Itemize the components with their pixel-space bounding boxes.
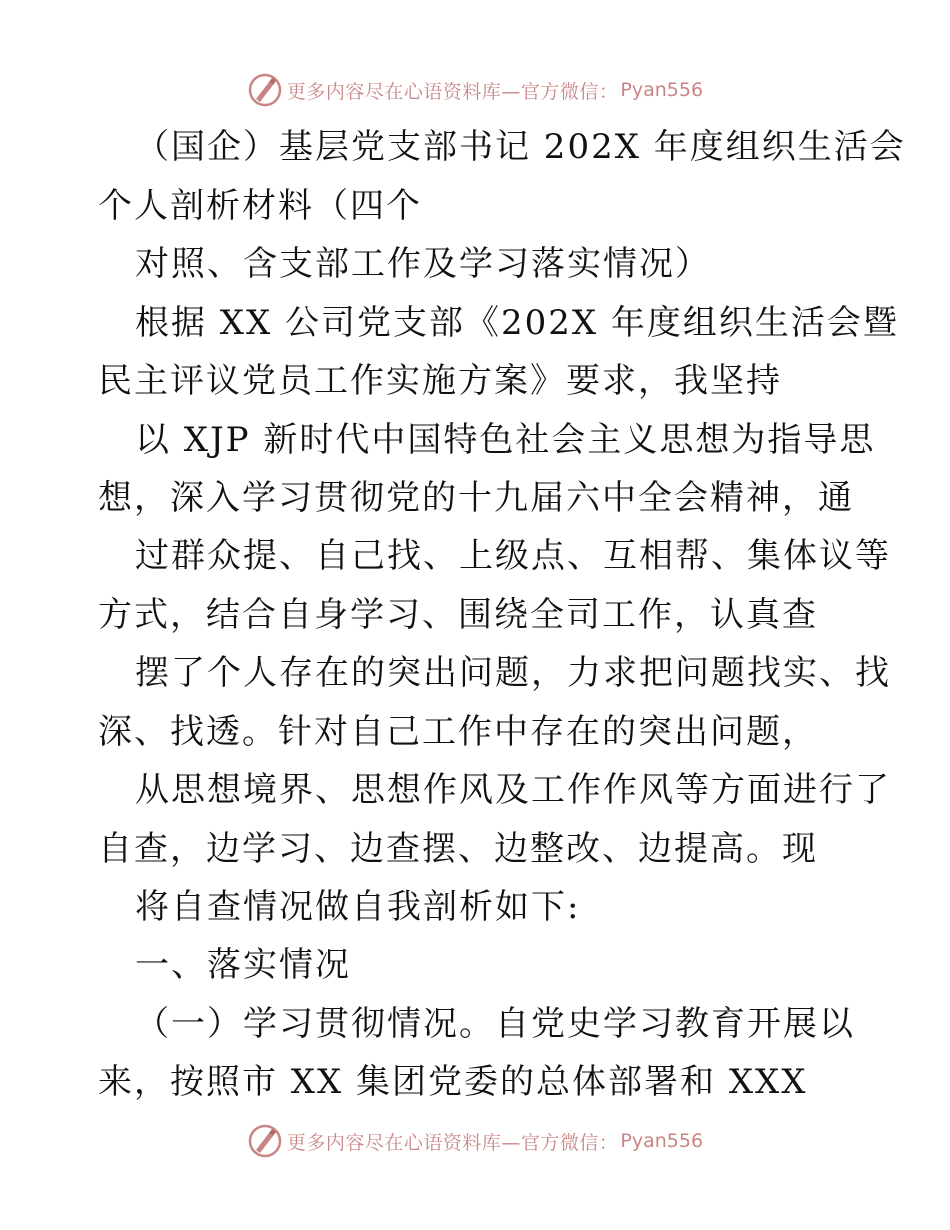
text-line: 摆了个人存在的突出问题，力求把问题找实、找 (135, 653, 891, 693)
text-line: （国企）基层党支部书记 202X 年度组织生活会 (135, 127, 906, 167)
text-line: 从思想境界、思想作风及工作作风等方面进行了 (135, 770, 891, 810)
text-line: 个人剖析材料（四个 (98, 186, 422, 226)
text-line: （一）学习贯彻情况。自党史学习教育开展以 (135, 1004, 855, 1044)
header-watermark (0, 70, 950, 110)
text-line: 以 XJP 新时代中国特色社会主义思想为指导思 (135, 420, 876, 460)
section-heading: 一、落实情况 (135, 945, 351, 985)
text-line: 过群众提、自己找、上级点、互相帮、集体议等 (135, 536, 891, 576)
watermark-text: 更多内容尽在心语资料库—官方微信： (286, 80, 619, 103)
text-line: 将自查情况做自我剖析如下: (135, 887, 581, 927)
footer-watermark (0, 1121, 950, 1161)
text-line: 自查，边学习、边查摆、边整改、边提高。现 (98, 829, 818, 869)
text-line: 对照、含支部工作及学习落实情况） (135, 244, 711, 284)
text-line: 根据 XX 公司党支部《202X 年度组织生活会暨 (135, 303, 899, 343)
text-line: 深、找透。针对自己工作中存在的突出问题， (98, 712, 818, 752)
pen-logo-icon (247, 72, 283, 108)
watermark-wechat-id: Pyan556 (620, 79, 704, 101)
watermark-text: 更多内容尽在心语资料库—官方微信： (286, 1131, 619, 1154)
text-line: 方式，结合自身学习、围绕全司工作，认真查 (98, 595, 818, 635)
pen-logo-icon (247, 1123, 283, 1159)
text-line: 想，深入学习贯彻党的十九届六中全会精神，通 (98, 478, 854, 518)
watermark-wechat-id: Pyan556 (620, 1130, 704, 1152)
text-line: 来，按照市 XX 集团党委的总体部署和 XXX (98, 1062, 808, 1102)
text-line: 民主评议党员工作实施方案》要求，我坚持 (98, 361, 782, 401)
